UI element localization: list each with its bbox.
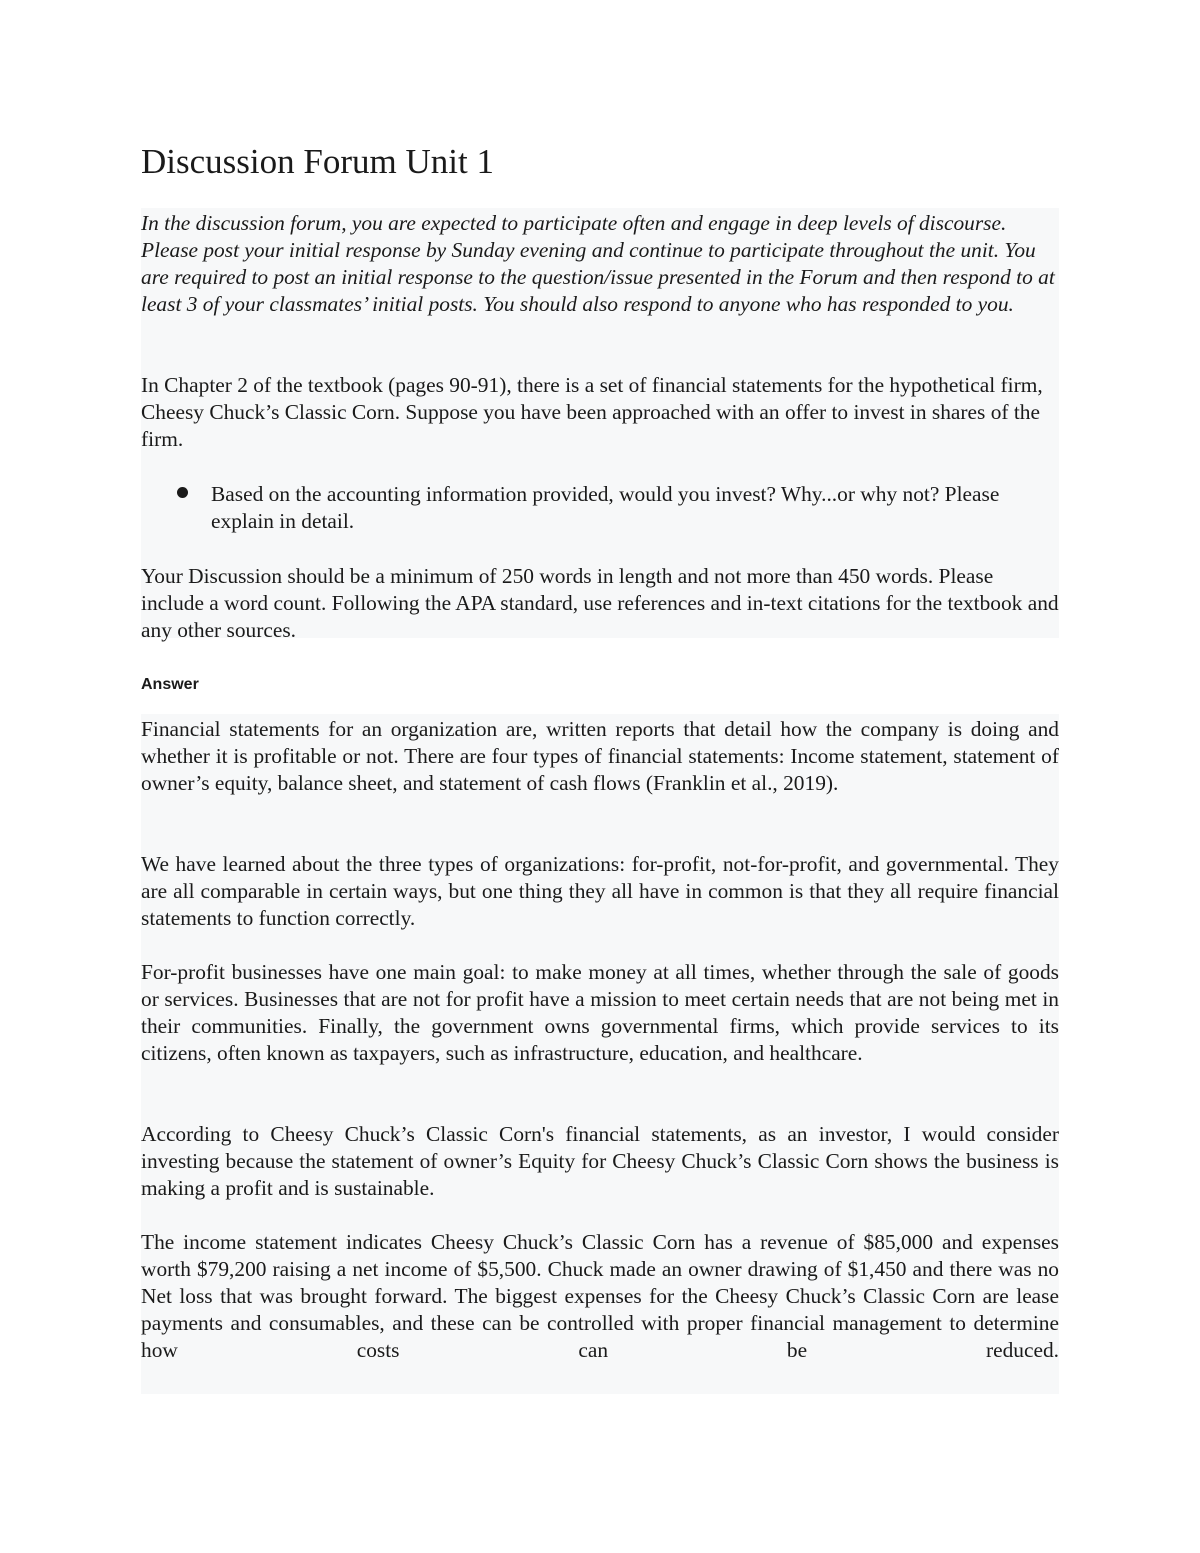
answer-paragraph-1: Financial statements for an organization are, written reports that detail how the company is doing and whether it is profitable or not. There are four types of financial statements: Income statement, statement of owner’s equity, balance sheet, and statement of cash flows (Franklin et al., 2019).	[141, 717, 1059, 795]
document-title: Discussion Forum Unit 1	[141, 142, 494, 181]
bullet-text: Based on the accounting information provided, would you invest? Why...or why not? Please explain in detail.	[211, 482, 1000, 533]
answer-heading: Answer	[141, 676, 199, 693]
answer-paragraph-3: For-profit businesses have one main goal: to make money at all times, whether through the sale of goods or services. Businesses that are not for profit have a mission to meet certain needs that are not being met in their communities. Finally, the government owns governmental firms, which provide services to its citizens, often known as taxpayers, such as infrastructure, education, and healthcare.	[141, 960, 1059, 1065]
requirements-paragraph: Your Discussion should be a minimum of 250 words in length and not more than 450 words. Please include a word count. Following the APA standard, use references and in-text citations for the textbook and any other sources.	[141, 564, 1059, 642]
instructions-paragraph: In the discussion forum, you are expected to participate often and engage in deep levels of discourse. Please post your initial response by Sunday evening and continue to participate throughout the unit. You are required to post an initial response to the question/issue presented in the Forum and then respond to at least 3 of your classmates’ initial posts. You should also respond to anyone who has responded to you.	[141, 211, 1055, 316]
bullet-icon	[177, 487, 188, 498]
answer-paragraph-2: We have learned about the three types of organizations: for-profit, not-for-profit, and governmental. They are all comparable in certain ways, but one thing they all have in common is that they all require financial statements to function correctly.	[141, 852, 1059, 930]
answer-paragraph-5: The income statement indicates Cheesy Chuck’s Classic Corn has a revenue of $85,000 and expenses worth $79,200 raising a net income of $5,500. Chuck made an owner drawing of $1,450 and there was no Net loss that was brought forward. The biggest expenses for the Cheesy Chuck’s Classic Corn are lease payments and consumables, and these can be controlled with proper financial management to determine how costs can be reduced.	[141, 1230, 1059, 1362]
answer-paragraph-4: According to Cheesy Chuck’s Classic Corn's financial statements, as an investor, I would consider investing because the statement of owner’s Equity for Cheesy Chuck’s Classic Corn shows the business is making a profit and is sustainable.	[141, 1122, 1059, 1200]
prompt-paragraph: In Chapter 2 of the textbook (pages 90-91), there is a set of financial statements for the hypothetical firm, Cheesy Chuck’s Classic Corn. Suppose you have been approached with an offer to invest in shares of the firm.	[141, 373, 1043, 451]
bullet-list-item	[141, 481, 1059, 535]
